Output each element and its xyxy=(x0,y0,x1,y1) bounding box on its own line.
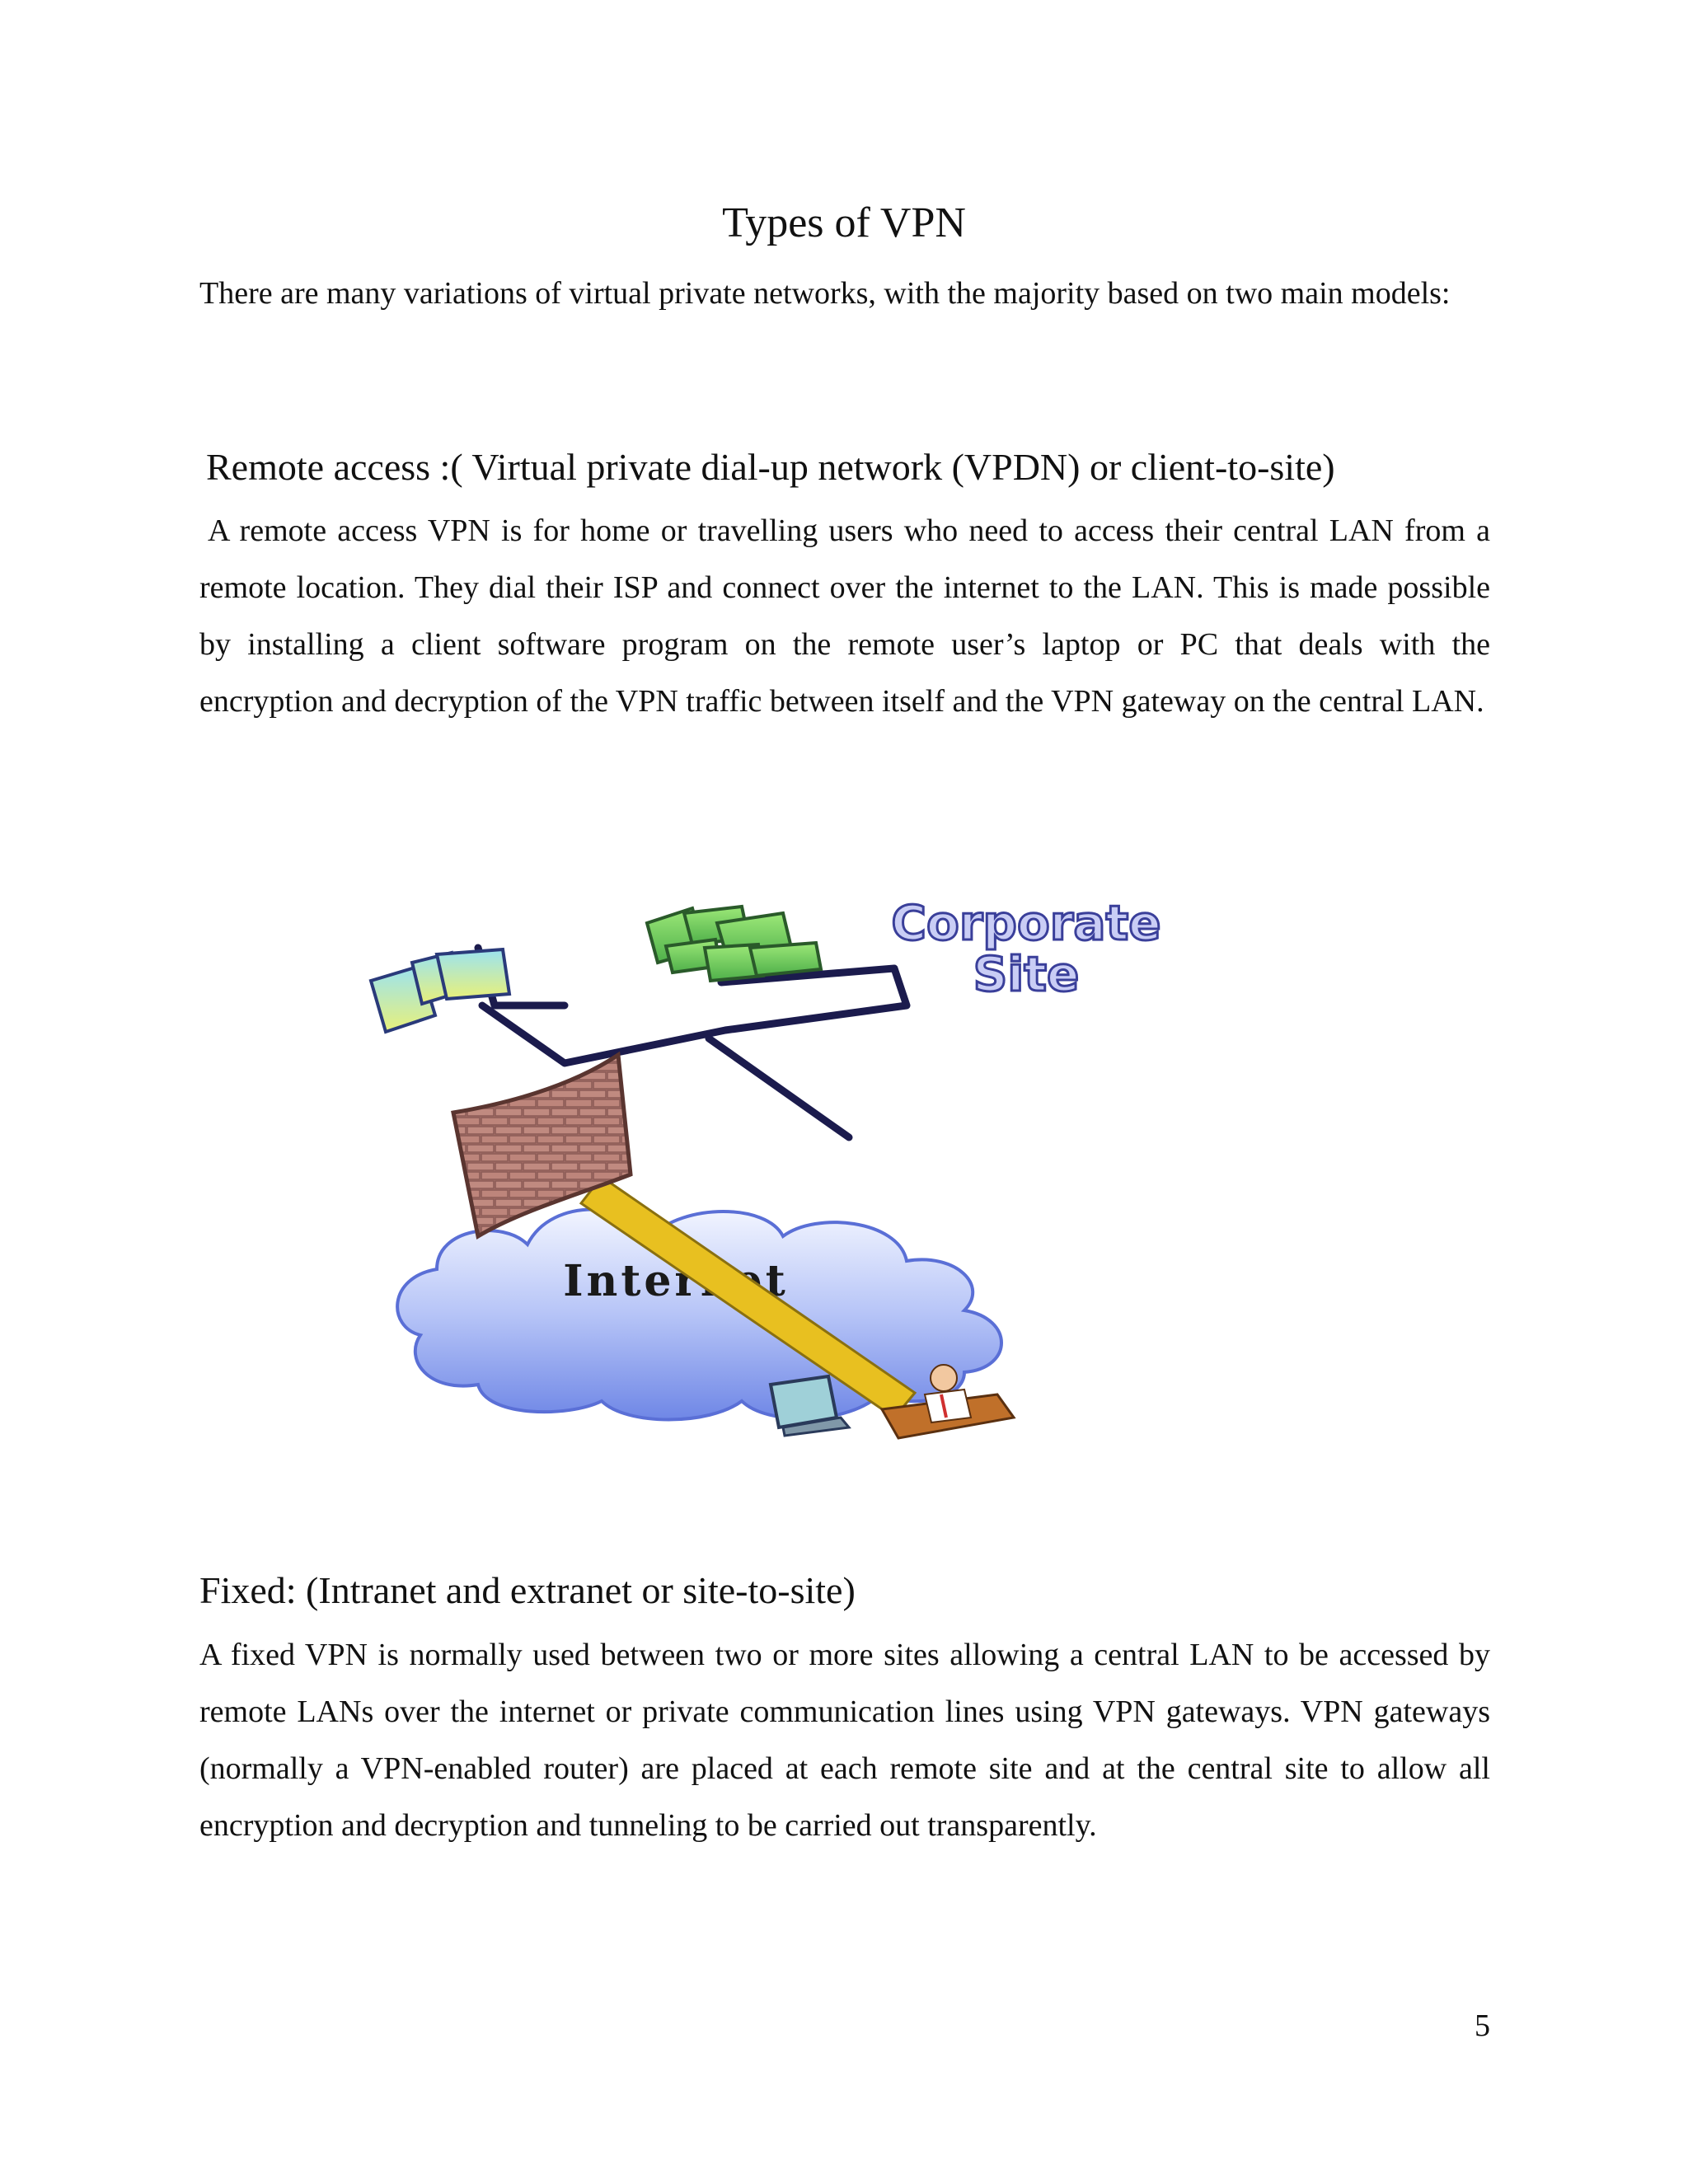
diagram-canvas xyxy=(354,890,1368,1467)
internet-cloud-icon xyxy=(397,1210,1001,1420)
internet-label: Internet xyxy=(563,1256,789,1306)
corporate-site-label xyxy=(891,895,1160,1002)
corporate-label-line2: Site xyxy=(973,946,1080,1002)
section-body-remote-access: A remote access VPN is for home or travelling users who need to access their central LAN from a remote location. They dial their ISP and connect over the internet to the LAN. This is made possible by installing a client software program on the remote user’s laptop or PC that deals with the encryption and decryption of the VPN traffic between itself and the VPN gateway on the central LAN. xyxy=(199,513,1490,719)
section-heading-remote-access: Remote access :( Virtual private dial-up network (VPDN) or client-to-site) xyxy=(206,446,1335,488)
page-title: Types of VPN xyxy=(722,199,966,246)
corporate-label-line1: Corporate xyxy=(891,895,1161,951)
top-computers-icon xyxy=(647,907,821,981)
left-computers-icon xyxy=(371,949,509,1032)
section-heading-fixed: Fixed: (Intranet and extranet or site-to-site) xyxy=(199,1569,856,1611)
section-body-fixed: A fixed VPN is normally used between two or more sites allowing a central LAN to be accessed by remote LANs over the internet or private communication lines using VPN gateways. VPN gateways (normally a VPN-enabled router) are placed at each remote site and at the central site to allow all encryption and decryption and tunneling to be carried out transparently. xyxy=(199,1638,1490,1843)
page-number: 5 xyxy=(1475,2008,1490,2043)
vpn-remote-access-diagram xyxy=(354,890,1368,1467)
intro-paragraph: There are many variations of virtual private networks, with the majority based on two main models: xyxy=(199,276,1451,311)
